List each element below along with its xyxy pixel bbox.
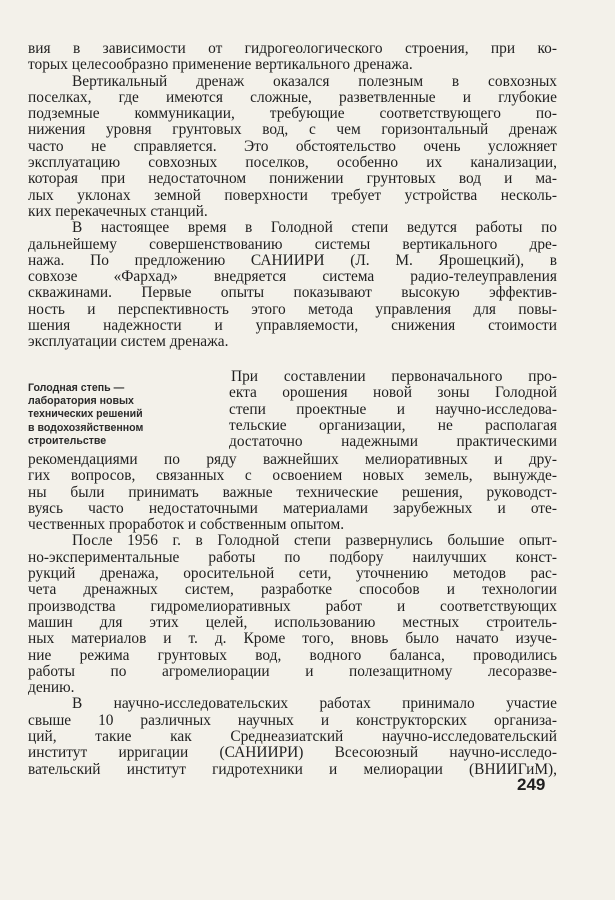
text-line: ций, такие как Среднеазиатский научно-исследовательский (28, 728, 557, 746)
page-number: 249 (517, 775, 546, 794)
text-line: эксплуатацию совхозных поселков, особенно их канализации, (28, 154, 557, 172)
text-line: ных материалов и т. д. Кроме того, вновь было начато изуче- (28, 630, 557, 648)
paragraph-6 (28, 696, 557, 777)
text-line: лых уклонах земной поверхности требует устройства несколь- (28, 186, 557, 204)
text-line: дению. (28, 679, 75, 697)
text-line: чественных проработок и собственным опытом. (28, 516, 345, 534)
text-line: дальнейшему совершенствованию системы вертикального дре- (28, 235, 557, 253)
text-line: которая при недостаточном понижении грунтовых вод и ма- (28, 170, 557, 188)
text-line: ность и перспективность этого метода управления для повы- (28, 300, 557, 318)
text-line: тельские организации, не располагая (229, 416, 557, 434)
text-line: часто не справляется. Это обстоятельство очень усложняет (28, 137, 557, 155)
text-line: нажа. По предложению САНИИРИ (Л. М. Ярошецкий), в (28, 251, 557, 269)
text-line: При составлении первоначального про- (231, 368, 557, 385)
text-line: вательский институт гидротехники и мелиорации (ВНИИГиМ), (28, 760, 557, 778)
text-line: рекомендациями по ряду важнейших мелиоративных и дру- (28, 451, 557, 468)
sidebar-caption-line: Голодная степь — (28, 382, 125, 394)
paragraph-2 (28, 74, 557, 221)
text-column-top (28, 41, 557, 351)
text-line: институт ирригации (САНИИРИ) Всесоюзный научно-исследо- (28, 744, 557, 762)
text-line: поселках, где имеются сложные, разветвленные и глубокие (28, 88, 557, 106)
text-line: вуясь часто недостаточными материалами зарубежных и оте- (28, 499, 557, 517)
sidebar-caption-line: технических решений (28, 408, 143, 421)
paragraph-1 (28, 41, 557, 74)
text-line: В настоящее время в Голодной степи ведутся работы по (72, 219, 557, 237)
text-line: ние режима грунтовых вод, водного баланса, проводились (28, 646, 557, 664)
text-line: вия в зависимости от гидрогеологического строения, при ко- (28, 40, 557, 57)
text-line: торых целесообразно применение вертикального дренажа. (28, 56, 413, 74)
text-column-bottom (28, 452, 557, 778)
paragraph-5 (28, 533, 557, 696)
text-line: ны были принимать важные технические решения, руководст- (28, 483, 557, 501)
text-line: производства гидромелиоративных работ и соответствующих (28, 597, 557, 615)
text-line: гих вопросов, связанных с освоением новых земель, вынужде- (28, 467, 557, 485)
text-line: машин для этих целей, использованию местных строитель- (28, 613, 557, 631)
sidebar-caption (28, 382, 228, 448)
text-line: рукций дренажа, оросительной сети, уточнению методов рас- (28, 565, 557, 583)
text-line: свыше 10 различных научных и конструкторских организа- (28, 711, 557, 729)
sidebar-caption-line: лаборатория новых (28, 395, 134, 408)
text-line: чета дренажных систем, разработке способов и технологии (28, 581, 557, 599)
text-line: но-экспериментальные работы по подбору наилучших конст- (28, 548, 557, 566)
paragraph-4 (28, 452, 557, 533)
text-line: эксплуатации систем дренажа. (28, 333, 229, 351)
text-line: степи проектные и научно-исследова- (229, 400, 557, 418)
paragraph-3 (28, 220, 557, 350)
text-line: нижения уровня грунтовых вод, с чем горизонтальный дренаж (28, 121, 557, 139)
text-line: подземные коммуникации, требующие соответствующего по- (28, 105, 557, 123)
text-line: работы по агромелиорации и полезащитному лесоразве- (28, 662, 557, 680)
sidebar-caption-line: в водохозяйственном (28, 421, 144, 434)
text-line: екта орошения новой зоны Голодной (229, 384, 557, 402)
text-line: достаточно надежными практическими (229, 433, 557, 451)
text-line: В научно-исследовательских работах принимало участие (72, 695, 557, 713)
text-line: Вертикальный дренаж оказался полезным в совхозных (72, 72, 557, 90)
text-line: После 1956 г. в Голодной степи развернулись большие опыт- (72, 532, 557, 550)
text-line: совхозе «Фархад» внедряется система радио-телеуправления (28, 268, 557, 286)
inset-text-column (229, 369, 557, 450)
text-line: скважинами. Первые опыты показывают высокую эффектив- (28, 284, 557, 302)
text-line: шения надежности и управляемости, снижения стоимости (28, 317, 557, 335)
sidebar-caption-line: строительстве (28, 434, 107, 447)
text-line: ких перекачечных станций. (28, 202, 208, 220)
